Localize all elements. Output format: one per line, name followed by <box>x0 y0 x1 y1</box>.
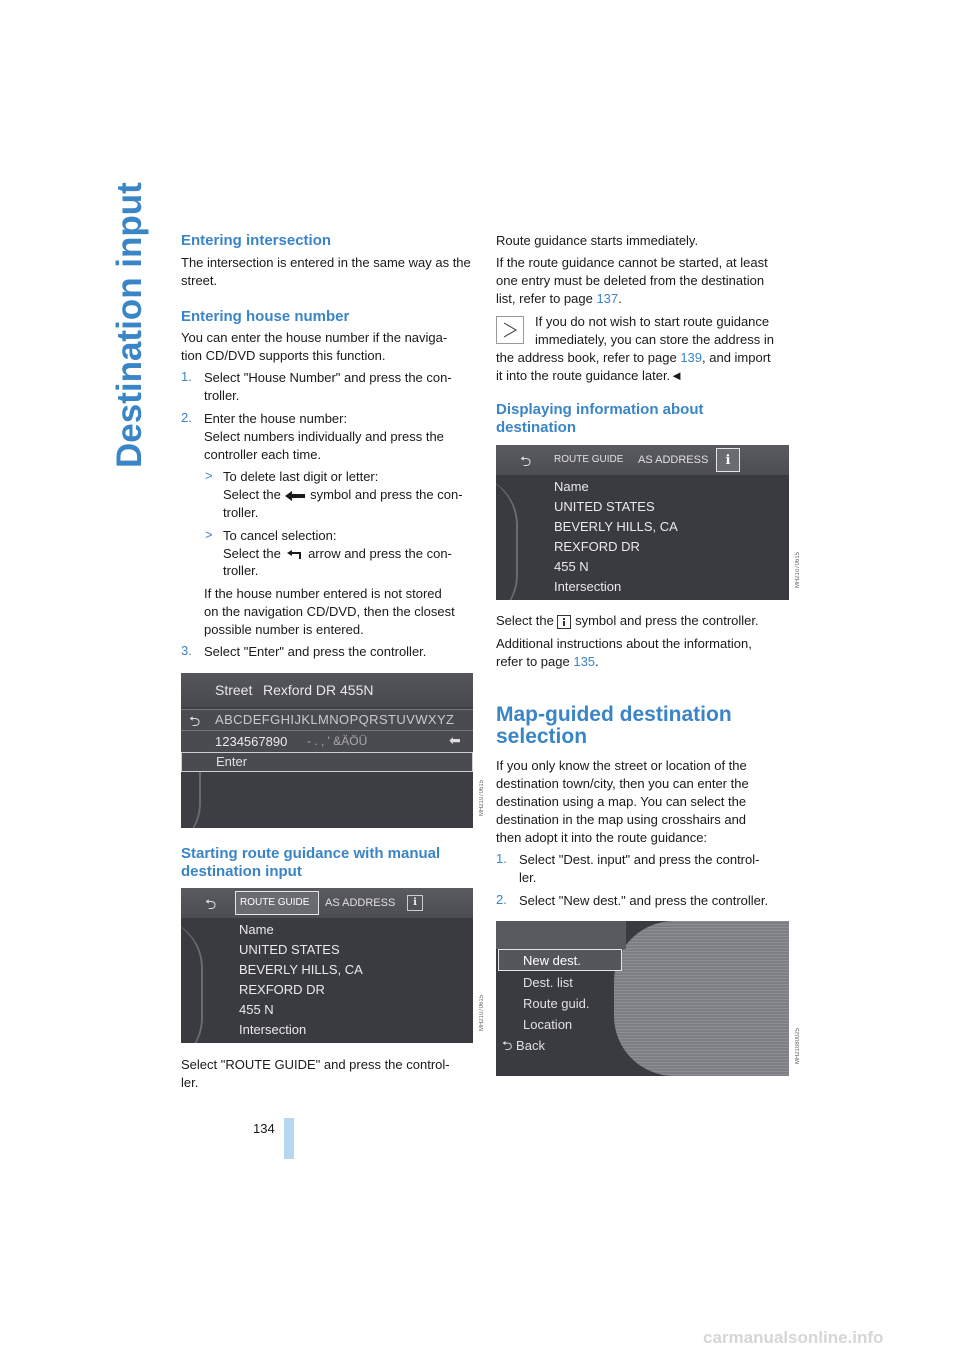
map-heading-1: Map-guided destination <box>496 703 732 726</box>
step-text-2a: Enter the house number: <box>204 411 348 426</box>
step-number: 3. <box>181 643 192 658</box>
starting-heading-2: destination input <box>181 863 302 880</box>
screenshot-nav-menu <box>496 921 789 1076</box>
menu-item-back[interactable]: ⮌ Back <box>502 1038 545 1053</box>
digits-row <box>181 731 473 753</box>
map-step-1 <box>496 851 790 891</box>
list-item: BEVERLY HILLS, CA <box>554 519 678 534</box>
menu-item-location[interactable]: Location <box>523 1017 573 1032</box>
info-icon[interactable]: ℹ <box>716 448 740 472</box>
street-label: Street <box>215 682 253 698</box>
tab-as-address[interactable]: AS ADDRESS <box>325 897 396 909</box>
house-note-1: If the house number entered is not stored <box>204 586 442 601</box>
note-text-2: immediately, you can store the address in <box>535 332 774 347</box>
list-item: REXFORD DR <box>239 982 325 997</box>
step-text: ler. <box>519 870 537 885</box>
house-step-3 <box>181 643 474 663</box>
bullet-marker: > <box>205 468 213 483</box>
return-icon: ⮌ <box>205 896 217 912</box>
display-heading-2: destination <box>496 419 577 436</box>
screen-code: MH21080025 <box>795 1028 801 1065</box>
return-icon: ⮌ <box>520 453 532 469</box>
step-text: Select "Dest. input" and press the control- <box>519 852 760 867</box>
map-text-2: destination town/city, then you can enter the <box>496 776 749 791</box>
letters-row <box>181 709 473 731</box>
page-link[interactable]: 135 <box>573 654 596 669</box>
map-heading-2: selection <box>496 725 588 748</box>
tab-as-address[interactable]: AS ADDRESS <box>638 454 709 466</box>
digits: 1234567890 <box>215 734 288 749</box>
letters: ABCDEFGHIJKLMNOPQRSTUVWXYZ <box>215 712 455 727</box>
map-step-2 <box>496 892 790 912</box>
house-step-2 <box>181 410 474 570</box>
enter-row[interactable] <box>181 752 473 772</box>
list-item: BEVERLY HILLS, CA <box>239 962 363 977</box>
screen-code: MH21070615 <box>479 780 485 817</box>
select-info-text: Select the symbol and press the controller. <box>496 613 759 628</box>
route-starts-text: Route guidance starts immediately. <box>496 233 699 248</box>
tab-route-guide[interactable]: ROUTE GUIDE <box>554 454 624 465</box>
note-text-4: it into the route guidance later.◄ <box>496 368 684 383</box>
house-heading: Entering house number <box>181 308 350 325</box>
bullet-1a: To delete last digit or letter: <box>223 469 379 484</box>
additional-text-1: Additional instructions about the information, <box>496 636 752 651</box>
house-note-3: possible number is entered. <box>204 622 364 637</box>
return-icon: ⮌ <box>189 713 201 729</box>
note-triangle-icon <box>496 316 524 344</box>
step-text-1a: Select "House Number" and press the con- <box>204 370 452 385</box>
page-link[interactable]: 139 <box>680 350 703 365</box>
step-number: 1. <box>181 369 192 384</box>
display-heading-1: Displaying information about <box>496 401 704 418</box>
selection-bar <box>496 921 626 949</box>
route-fail-text-1: If the route guidance cannot be started, at least <box>496 255 768 270</box>
sidebar-title <box>110 182 150 988</box>
screenshot-info-destination <box>496 445 789 600</box>
street-row <box>181 673 473 707</box>
street-value: Rexford DR 455N <box>263 682 374 698</box>
info-icon[interactable]: ℹ <box>407 895 423 911</box>
info-list <box>239 922 363 1042</box>
screen-curve <box>181 918 203 1043</box>
house-step-1 <box>181 369 474 409</box>
page-number: 134 <box>253 1121 275 1136</box>
tab-bar <box>181 888 473 918</box>
note-text-3: the address book, refer to page 139, and import <box>496 350 771 365</box>
info-icon <box>557 615 571 629</box>
select-route-text-1: Select "ROUTE GUIDE" and press the control- <box>181 1057 450 1072</box>
list-item: Name <box>554 479 589 494</box>
step-number: 1. <box>496 851 507 866</box>
select-route-text-2: ler. <box>181 1075 199 1090</box>
step-text: Select "New dest." and press the controller. <box>519 893 769 908</box>
return-icon: ⮌ <box>502 1038 513 1053</box>
screen-curve <box>496 475 518 600</box>
menu-item-route-guid[interactable]: Route guid. <box>523 996 590 1011</box>
menu-item-dest-list[interactable]: Dest. list <box>523 975 573 990</box>
step-number: 2. <box>496 892 507 907</box>
screen-code: MH21070615 <box>479 995 485 1032</box>
map-text-3: destination using a map. You can select the <box>496 794 747 809</box>
list-item: Intersection <box>554 579 622 594</box>
map-area <box>614 921 789 1076</box>
screenshot-route-guide <box>181 888 473 1043</box>
intersection-text: The intersection is entered in the same way as the street. <box>181 255 471 288</box>
bullet-2b: Select the arrow and press the con- <box>223 546 452 561</box>
step-number: 2. <box>181 410 192 425</box>
bullet-1c: troller. <box>223 505 259 520</box>
map-text-5: then adopt it into the route guidance: <box>496 830 708 845</box>
watermark: carmanualsonline.info <box>703 1328 884 1347</box>
page-marker-bar <box>284 1118 294 1159</box>
screen-code: MH21070615 <box>795 552 801 589</box>
house-intro-2: tion CD/DVD supports this function. <box>181 348 386 363</box>
additional-text-2: refer to page 135. <box>496 654 599 669</box>
bullet-1b: Select the symbol and press the con- <box>223 487 463 502</box>
note-text-1: If you do not wish to start route guidance <box>535 314 770 329</box>
list-item: UNITED STATES <box>554 499 655 514</box>
left-column <box>181 0 485 1100</box>
map-text-1: If you only know the street or location of the <box>496 758 747 773</box>
info-list <box>554 479 678 599</box>
house-note-2: on the navigation CD/DVD, then the closest <box>204 604 455 619</box>
list-item: UNITED STATES <box>239 942 340 957</box>
enter-label: Enter <box>216 754 248 769</box>
tab-route-guide[interactable]: ROUTE GUIDE <box>235 891 319 915</box>
delete-arrow-icon <box>284 490 306 502</box>
map-text-4: destination in the map using crosshairs and <box>496 812 747 827</box>
list-item: 455 N <box>239 1002 274 1017</box>
step-text-3: Select "Enter" and press the controller. <box>204 644 427 659</box>
right-column <box>496 0 801 1100</box>
bullet-2c: troller. <box>223 563 259 578</box>
screenshot-house-number <box>181 673 473 828</box>
route-fail-text-2: one entry must be deleted from the destination <box>496 273 765 288</box>
sidebar-title-text: Destination input <box>110 182 149 468</box>
list-item: REXFORD DR <box>554 539 640 554</box>
house-intro-1: You can enter the house number if the naviga- <box>181 330 448 345</box>
route-fail-text-3: list, refer to page 137. <box>496 291 622 306</box>
list-item: Name <box>239 922 274 937</box>
step-text-1b: troller. <box>204 388 240 403</box>
backspace-icon: ⬅ <box>449 732 461 748</box>
page-link[interactable]: 137 <box>596 291 619 306</box>
intersection-heading: Entering intersection <box>181 232 332 249</box>
step-text-2b: Select numbers individually and press the <box>204 429 444 444</box>
list-item: 455 N <box>554 559 589 574</box>
step-text-2c: controller each time. <box>204 447 322 462</box>
symbols: - . , ' &ÄÖÜ <box>307 734 368 748</box>
return-arrow-icon <box>284 549 304 561</box>
bullet-2a: To cancel selection: <box>223 528 337 543</box>
bullet-marker: > <box>205 527 213 542</box>
tab-bar <box>496 445 789 475</box>
list-item: Intersection <box>239 1022 307 1037</box>
menu-item-new-dest[interactable]: New dest. <box>498 949 622 971</box>
starting-heading-1: Starting route guidance with manual <box>181 845 441 862</box>
